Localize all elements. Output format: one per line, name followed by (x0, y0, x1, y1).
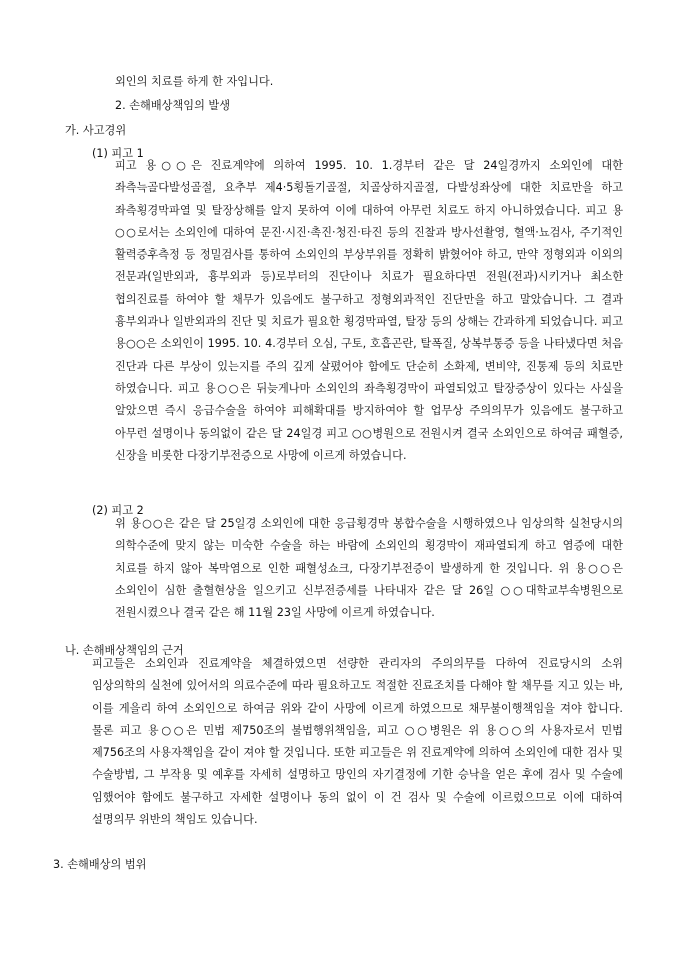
sub-heading-liability: 2. 손해배상책임의 발생 (115, 99, 231, 112)
na-body: 피고들은 소외인과 진료계약을 체결하였으면 선량한 관리자의 주의의무를 다하여 진료당시의 소위 임상의학의 실천에 있어서의 의료수준에 따라 필요하고도 적절한 진료조치를 다해야 할 채무를 지고 있는 바, 이를 게을리 하여 소외인으로 하여금 위와 같이 사망에 이르게 하였으므로 채무불이행책임을 져야 합니다. 물론 피고 용○○은 민법 제750조의 불법행위책임을, 피고 ○○병원은 위 용○○의 사용자로서 민법 제756조의 사용자책임을 같이 져야 할 것입니다. 또한 피고들은 위 진료계약에 의하여 소외인에 대한 검사 및 수술방법, 그 부작용 및 예후를 자세히 설명하고 망인의 자기결정에 기한 승낙을 얻은 후에 검사 및 수술에 임했어야 함에도 불구하고 자세한 설명이나 동의 없이 이 건 검사 및 수술에 이르렀으므로 이에 대하여 설명의무 위반의 책임도 있습니다. (92, 657, 623, 827)
intro-tail-text: 외인의 치료를 하게 한 자입니다. (115, 75, 274, 88)
item-1-title: (1) 피고 1 (92, 147, 144, 160)
item-2-title: (2) 피고 2 (92, 504, 144, 517)
section-heading-3: 3. 손해배상의 범위 (53, 858, 147, 871)
section-heading-ga: 가. 사고경위 (65, 124, 127, 137)
item-1-body: 피고 용○○은 진료계약에 의하여 1995. 10. 1.경부터 같은 달 24일경까지 소외인에 대한 좌측늑골다발성골절, 요추부 제4·5횡돌기골절, 치골상하지골절, 다발성좌상에 대한 치료만을 하고 좌측횡경막파열 및 탈장상해를 알지 못하여 이에 대하여 아무런 치료도 하지 아니하였습니다. 피고 용○○로서는 소외인에 대하여 문진·시진·촉진·청진·타진 등의 진찰과 방사선촬영, 혈액·뇨검사, 주기적인 활력증후측정 등 정밀검사를 통하여 소외인의 부상부위를 정확히 밝혔어야 하고, 만약 정형외과 이외의 전문과(일반외과, 흉부외과 등)로부터의 진단이나 치료가 필요하다면 전원(전과)시키거나 최소한 협의진료를 하여야 할 채무가 있음에도 불구하고 정형외과적인 진단만을 하고 말았습니다. 그 결과 흉부외과나 일반외과의 진단 및 치료가 필요한 횡경막파열, 탈장 등의 상해는 간과하게 되었습니다. 피고 용○○은 소외인이 1995. 10. 4.경부터 오심, 구토, 호흡곤란, 탈폭질, 상복부통증 등을 나타냈다면 처음 진단과 다른 부상이 있는지를 주의 깊게 살폈어야 함에도 단순히 소화제, 변비약, 진통제 등의 치료만 하였습니다. 피고 용○○은 뒤늦게나마 소외인의 좌측횡경막이 파열되었고 탈장증상이 있다는 사실을 알았으면 즉시 응급수술을 하여야 피해확대를 방지하여야 할 업무상 주의의무가 있음에도 불구하고 아무런 설명이나 동의없이 같은 달 24일경 피고 ○○병원으로 전원시켜 결국 소외인으로 하여금 패혈증, 신장을 비롯한 다장기부전증으로 사망에 이르게 하였습니다. (115, 159, 623, 462)
item-2-body: 위 용○○은 같은 달 25일경 소외인에 대한 응급횡경막 봉합수술을 시행하였으나 임상의학 실천당시의 의학수준에 맞지 않는 미숙한 수술을 하는 바람에 소외인의 횡경막이 재파열되게 하고 염증에 대한 치료를 하지 않아 복막염으로 인한 패혈성쇼크, 다장기부전증이 발생하게 한 것입니다. 위 용○○은 소외인이 심한 출혈현상을 일으키고 신부전증세를 나타내자 같은 달 26일 ○○대학교부속병원으로 전원시켰으나 결국 같은 해 11월 23일 사망에 이르게 하였습니다. (115, 517, 623, 620)
section-heading-na: 나. 손해배상책임의 근거 (65, 644, 184, 657)
